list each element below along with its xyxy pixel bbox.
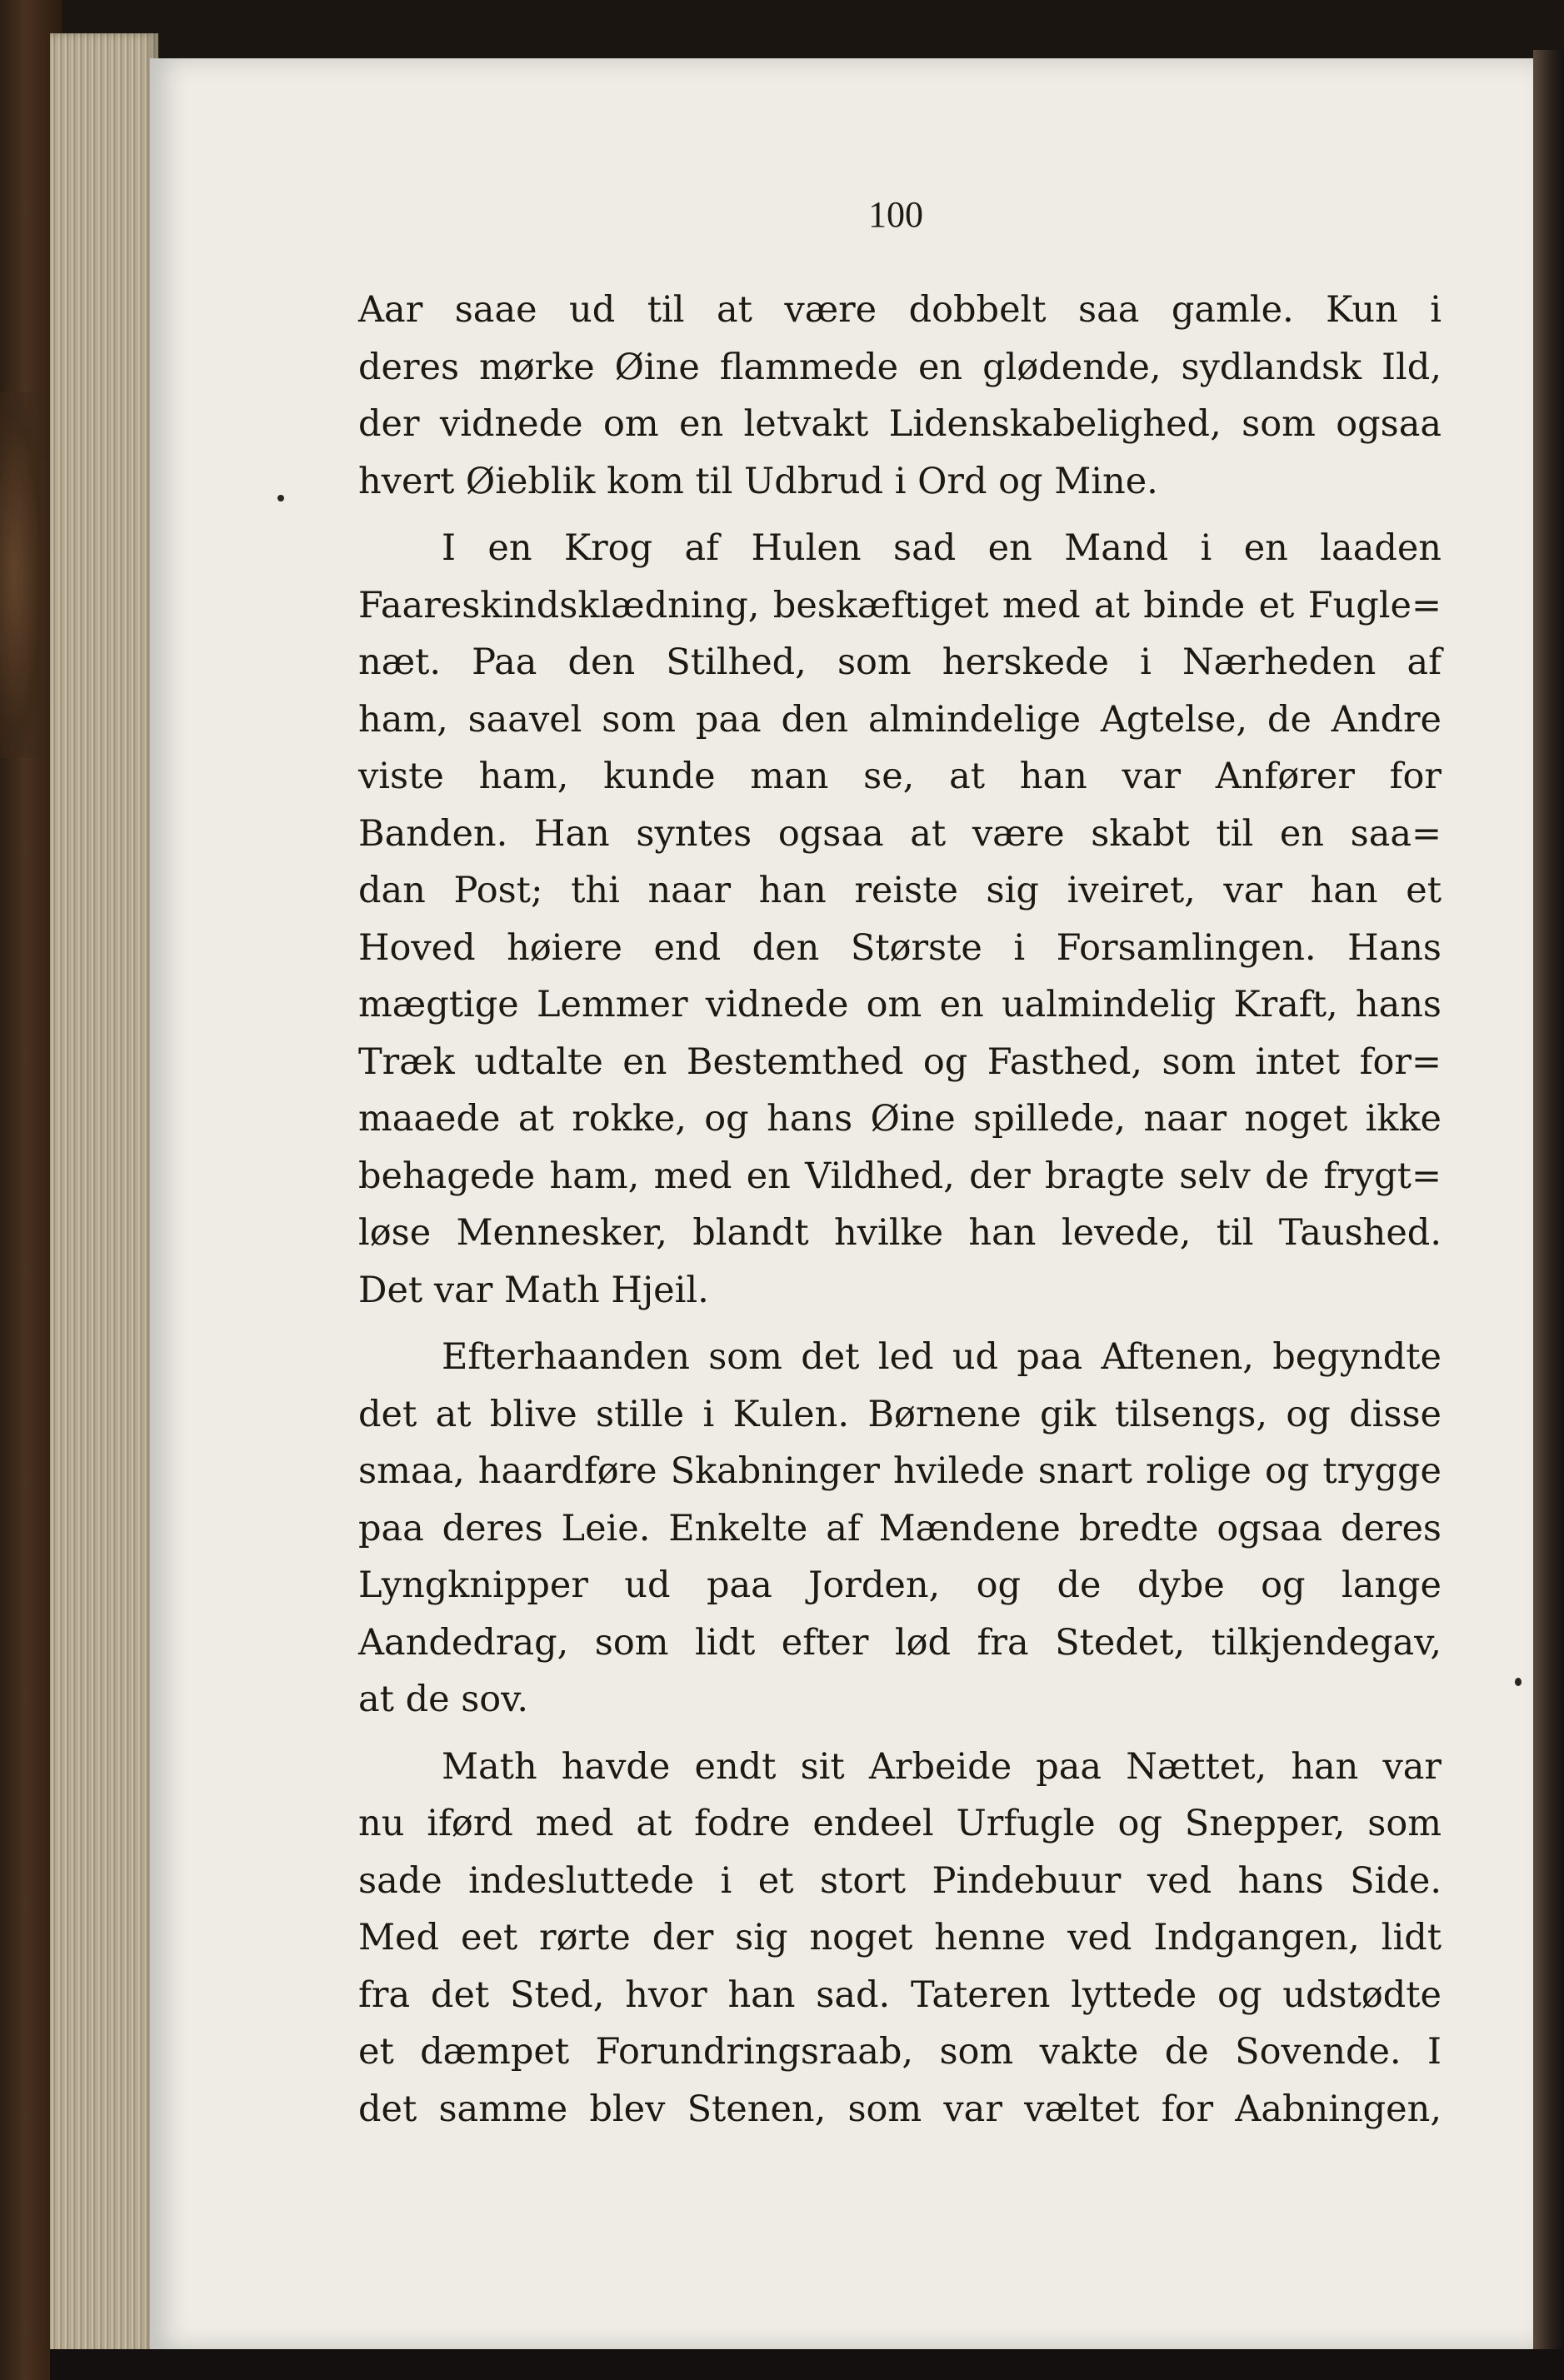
text-line: Aar saae ud til at være dobbelt saa gamle. Kun i xyxy=(358,289,1442,331)
text-line: Lyngknipper ud paa Jorden, og de dybe og lange xyxy=(358,1564,1442,1606)
text-line: der vidnede om en letvakt Lidenskabelighed, som ogsaa xyxy=(358,403,1442,445)
text-line: et dæmpet Forundringsraab, som vakte de Sovende. I xyxy=(358,2031,1442,2073)
text-line: Træk udtalte en Bestemthed og Fasthed, som intet for= xyxy=(358,1040,1442,1083)
text-line: dan Post; thi naar han reiste sig iveiret, var han et xyxy=(358,870,1442,911)
text-line: fra det Sted, hvor han sad. Tateren lyttede og udstødte xyxy=(358,1973,1442,2016)
text-line: deres mørke Øine flammede en glødende, sydlandsk Ild, xyxy=(358,346,1442,388)
text-line: Hoved høiere end den Største i Forsamlingen. Hans xyxy=(358,926,1442,969)
text-line: ham, saavel som paa den almindelige Agtelse, de Andre xyxy=(358,698,1442,741)
text-line: Det var Math Hjeil. xyxy=(358,1269,709,1311)
text-line: Banden. Han syntes ogsaa at være skabt til en saa= xyxy=(358,812,1442,855)
text-line: Med eet rørte der sig noget henne ved Indgangen, lidt xyxy=(358,1917,1442,1958)
text-line: Efterhaanden som det led ud paa Aftenen, begyndte xyxy=(442,1336,1442,1378)
text-line: viste ham, kunde man se, at han var Anfører for xyxy=(358,756,1442,797)
binding-wear xyxy=(0,392,46,758)
right-rim xyxy=(1533,50,1564,2380)
text-line: løse Mennesker, blandt hvilke han levede, til Taushed. xyxy=(358,1212,1442,1254)
margin-mark xyxy=(1515,1678,1522,1686)
text-line: mægtige Lemmer vidnede om en ualmindelig Kraft, hans xyxy=(358,984,1442,1025)
text-line: I en Krog af Hulen sad en Mand i en laaden xyxy=(442,527,1442,569)
bottom-rim xyxy=(50,2349,1564,2380)
text-line: smaa, haardføre Skabninger hvilede snart rolige og trygge xyxy=(358,1450,1442,1492)
text-line: Math havde endt sit Arbeide paa Nættet, han var xyxy=(442,1745,1442,1788)
text-line: det at blive stille i Kulen. Børnene gik tilsengs, og disse xyxy=(358,1393,1442,1435)
page-number: 100 xyxy=(868,194,923,235)
margin-mark xyxy=(277,495,284,501)
text-line: paa deres Leie. Enkelte af Mændene bredte ogsaa deres xyxy=(358,1507,1442,1549)
page-edges xyxy=(50,33,158,2358)
text-line: behagede ham, med en Vildhed, der bragte selv de frygt= xyxy=(358,1155,1442,1197)
text-line: hvert Øieblik kom til Udbrud i Ord og Mine. xyxy=(358,460,1158,502)
text-line: det samme blev Stenen, som var væltet for Aabningen, xyxy=(358,2088,1442,2130)
body-text xyxy=(358,282,1442,2138)
text-line: at de sov. xyxy=(358,1679,529,1720)
text-line: sade indesluttede i et stort Pindebuur ved hans Side. xyxy=(358,1859,1442,1902)
text-line: Faareskindsklædning, beskæftiget med at binde et Fugle= xyxy=(358,584,1442,626)
text-line: Aandedrag, som lidt efter lød fra Stedet, tilkjendegav, xyxy=(358,1621,1442,1664)
text-line: nu iførd med at fodre endeel Urfugle og Snepper, som xyxy=(358,1803,1442,1844)
text-line: næt. Paa den Stilhed, som herskede i Nærheden af xyxy=(358,641,1442,683)
text-line: maaede at rokke, og hans Øine spillede, naar noget ikke xyxy=(358,1098,1442,1140)
